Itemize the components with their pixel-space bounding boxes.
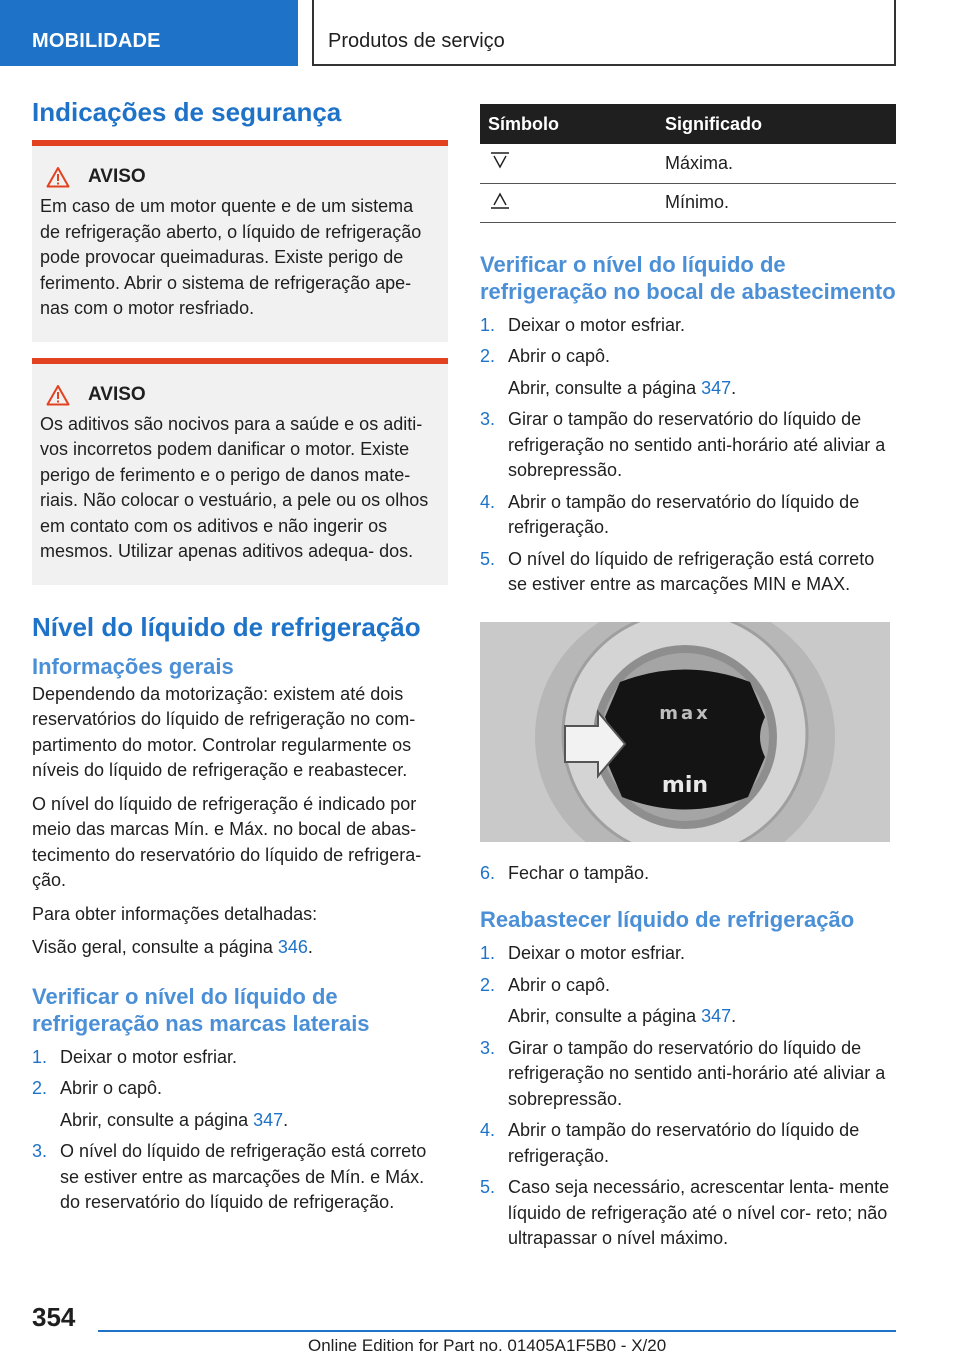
footer-divider — [98, 1330, 896, 1332]
page-link-346[interactable]: 346 — [277, 937, 308, 957]
heading-general-info: Informações gerais — [32, 653, 234, 679]
list-item: 2. Abrir o capô. Abrir, consulte a página 347. — [480, 346, 737, 398]
heading-coolant-level: Nível do líquido de refrigeração — [32, 611, 421, 642]
list-item: 6. Fechar o tampão. — [480, 862, 650, 883]
table-header: Significado — [665, 104, 896, 144]
table-cell: Mínimo. — [665, 183, 896, 222]
warning-title: AVISO — [88, 383, 146, 405]
right-column — [480, 104, 896, 1258]
warning-title: AVISO — [88, 166, 146, 187]
steps-close — [480, 861, 896, 887]
heading-check-filler-neck: Verificar o nível do líquido de refrigeração no bocal de abastecimento — [480, 251, 896, 304]
list-item: 3. Girar o tampão do reservatório do líquido de refrigeração no sentido anti-horário até aliviar a sobrepressão. — [480, 409, 886, 480]
section-title: MOBILIDADE — [32, 30, 161, 52]
table-cell: Máxima. — [665, 144, 896, 183]
photo-label-max: max — [659, 702, 711, 724]
table-row — [480, 183, 896, 222]
table-row — [480, 144, 896, 183]
chapter-header — [312, 0, 896, 66]
paragraph: Dependendo da motorização: existem até dois reservatórios do líquido de refrigeração no com- partimento do motor. Controlar regularmente os níveis do líquido de refrigeração e reabastecer. — [32, 683, 416, 780]
warning-triangle-icon — [46, 384, 70, 406]
warning-box-additives — [32, 358, 448, 585]
heading-safety: Indicações de segurança — [32, 97, 342, 127]
list-item: 4. Abrir o tampão do reservatório do líquido de refrigeração. — [480, 1120, 860, 1166]
list-item: 4. Abrir o tampão do reservatório do líquido de refrigeração. — [480, 491, 860, 537]
section-tab — [0, 0, 298, 66]
page-link-347[interactable]: 347 — [701, 1006, 732, 1026]
page-link-347[interactable]: 347 — [253, 1109, 284, 1130]
list-item: 5. O nível do líquido de refrigeração está correto se estiver entre as marcações MIN e MAX. — [480, 548, 875, 594]
symbol-table — [480, 104, 896, 223]
max-mark-icon — [490, 152, 510, 170]
paragraph: Para obter informações detalhadas: — [32, 903, 318, 924]
steps-filler-neck — [480, 313, 896, 598]
heading-check-side-marks: Verificar o nível do líquido de refrigeração nas marcas laterais — [32, 983, 370, 1036]
photo-label-min: min — [661, 772, 709, 798]
page-number: 354 — [32, 1302, 76, 1332]
steps-refill — [480, 941, 896, 1252]
paragraph: O nível do líquido de refrigeração é indicado por meio das marcas Mín. e Máx. no bocal de abas- tecimento do reservatório do líquido de refrigera- ção. — [32, 793, 422, 890]
warning-box-hot-coolant — [32, 140, 448, 342]
warning-text: Os aditivos são nocivos para a saúde e os aditi- vos incorretos podem danificar o motor. Existe perigo de ferimento e o perigo de danos mate- riais. Não colocar o vestuário, a pele ou os olhos em contato com os aditivos e não ingerir os mesmos. Utilizar apenas aditivos adequa- dos. — [40, 413, 429, 561]
warning-triangle-icon — [46, 166, 70, 188]
list-item: 2. Abrir o capô. Abrir, consulte a página 347. — [32, 1078, 289, 1130]
table-header: Símbolo — [480, 104, 665, 144]
chapter-title: Produtos de serviço — [328, 30, 505, 52]
min-mark-icon — [490, 191, 510, 209]
list-item: 1. Deixar o motor esfriar. — [480, 943, 686, 963]
coolant-filler-photo — [480, 622, 890, 842]
left-column — [32, 96, 448, 1222]
warning-text: Em caso de um motor quente e de um sistema de refrigeração aberto, o líquido de refrigeração pode provocar queimaduras. Existe perigo de ferimento. Abrir o sistema de refrigeração ape- nas com o motor resfriado. — [40, 196, 422, 318]
steps-side-marks — [32, 1045, 448, 1216]
list-item: 3. O nível do líquido de refrigeração está correto se estiver entre as marcações de Mín. e Máx. do reservatório do líquido de refrigeração. — [32, 1141, 427, 1212]
edition-info: Online Edition for Part no. 01405A1F5B0 - X/20 — [308, 1336, 667, 1355]
list-item: 1. Deixar o motor esfriar. — [480, 314, 686, 335]
list-item: 5. Caso seja necessário, acrescentar lenta- mente líquido de refrigeração até o nível cor- reto; não ultrapassar o nível máximo. — [480, 1177, 890, 1248]
heading-refill-coolant: Reabastecer líquido de refrigeração — [480, 907, 855, 932]
list-item: 1. Deixar o motor esfriar. — [32, 1046, 238, 1067]
list-item: 2. Abrir o capô. Abrir, consulte a página 347. — [480, 974, 737, 1026]
paragraph-reference: Visão geral, consulte a página 346. — [32, 937, 313, 957]
list-item: 3. Girar o tampão do reservatório do líquido de refrigeração no sentido anti-horário até aliviar a sobrepressão. — [480, 1037, 886, 1109]
page-link-347[interactable]: 347 — [701, 377, 732, 398]
